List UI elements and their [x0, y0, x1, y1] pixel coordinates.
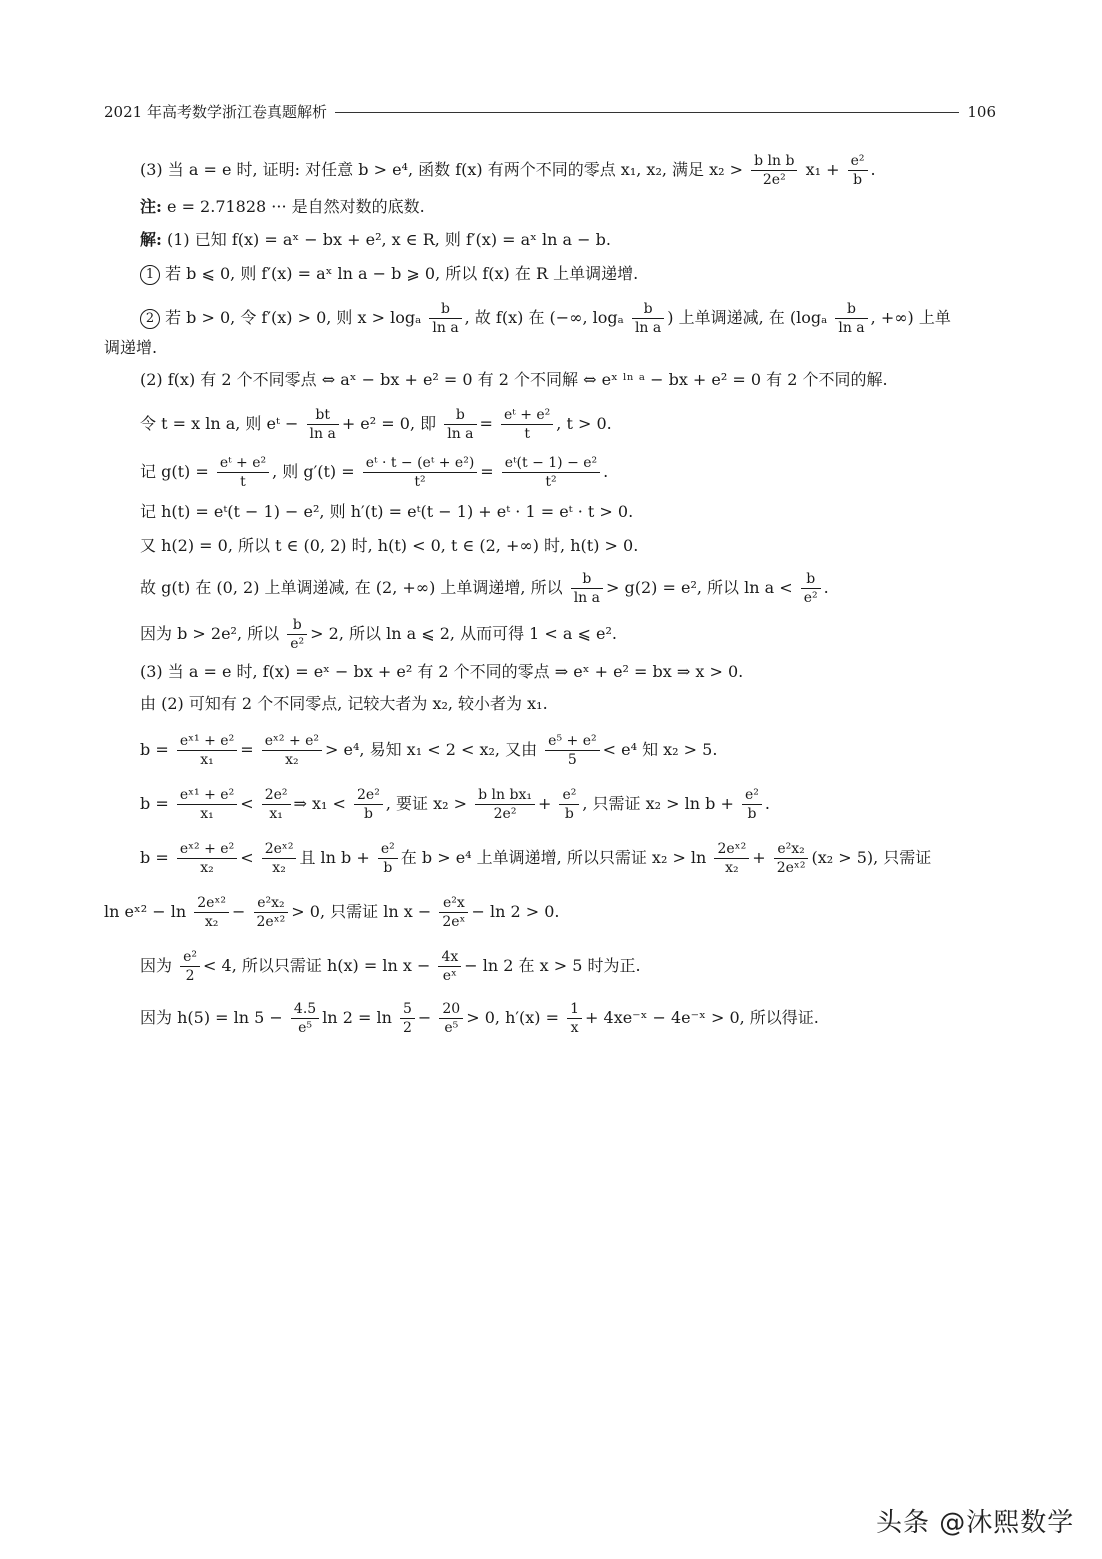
a-range-line: 因为 b > 2e², 所以 $\frac{b}{\text{e²}}$ > 2, 所以 ln a ⩽ 2, 从而可得 1 < a ⩽ e².: [140, 617, 617, 652]
h-positive-line: 因为 $\frac{\text{e²}}{2}$ < 4, 所以只需证 h(x) = ln x − $\frac{4x}{\text{eˣ}}$ − ln 2 在 x > 5 时为正.: [140, 949, 641, 984]
fraction: $\frac{b}{\text{e²}}$: [287, 616, 307, 653]
fraction: $\frac{\text{eˣ² + e²}}{\text{x₂}}$: [177, 840, 237, 877]
fraction: $\frac{\text{e²}}{b}$: [848, 152, 868, 189]
fraction: $\frac{\text{eˣ¹ + e²}}{\text{x₁}}$: [177, 786, 237, 823]
fraction: $\frac{\text{e²}}{b}$: [742, 786, 762, 823]
problem-part3-statement: (3) 当 a = e 时, 证明: 对任意 b > e⁴, 函数 f(x) 有两个不同的零点 x₁, x₂, 满足 x₂ > $\frac{\text{b ln b}}{\text{2e²}}$ x₁ + $\frac{\text{e²}}{b}$ .: [140, 153, 876, 188]
case1-line: 1 若 b ⩽ 0, 则 f′(x) = aˣ ln a − b ⩾ 0, 所以 f(x) 在 R 上单调递增.: [140, 262, 638, 286]
zeros-definition-line: 由 (2) 可知有 2 个不同零点, 记较大者为 x₂, 较小者为 x₁.: [140, 694, 548, 713]
fraction: $\frac{\text{2eˣ²}}{\text{x₂}}$: [714, 840, 749, 877]
substitution-line: 令 t = x ln a, 则 eᵗ − $\frac{bt}{\text{ln a}}$ + e² = 0, 即 $\frac{b}{\text{ln a}}$ = $\frac{\text{eᵗ + e²}}{t}$ , t > 0.: [140, 407, 612, 442]
fraction: $\frac{5}{2}$: [400, 1000, 415, 1037]
fraction: $\frac{\text{e²x₂}}{\text{2eˣ²}}$: [254, 894, 289, 931]
fraction: $\frac{\text{b ln bx₁}}{\text{2e²}}$: [475, 786, 535, 823]
reduction-line: ln eˣ² − ln $\frac{\text{2eˣ²}}{\text{x₂}}$ − $\frac{\text{e²x₂}}{\text{2eˣ²}}$ > 0, 只需证 ln x − $\frac{\text{e²x}}{\text{2eˣ}}$ − ln 2 > 0.: [104, 895, 560, 930]
part2-line: (2) f(x) 有 2 个不同零点 ⇔ aˣ − bx + e² = 0 有 2 个不同解 ⇔ eˣ ˡⁿ ᵃ − bx + e² = 0 有 2 个不同的解.: [140, 370, 888, 389]
fraction: $\frac{\text{e²}}{b}$: [559, 786, 579, 823]
watermark: 头条 @沐熙数学: [876, 1508, 1075, 1538]
circled-number-2: 2: [140, 309, 160, 329]
fraction: $\frac{\text{e²}}{b}$: [378, 840, 398, 877]
fraction: $\frac{\text{e²x}}{\text{2eˣ}}$: [439, 894, 468, 931]
h-sign-line: 又 h(2) = 0, 所以 t ∈ (0, 2) 时, h(t) < 0, t ∈ (2, +∞) 时, h(t) > 0.: [140, 536, 639, 555]
g-derivative-line: 记 g(t) = $\frac{\text{eᵗ + e²}}{t}$ , 则 g′(t) = $\frac{\text{eᵗ · t − (eᵗ + e²)}}{\text{t²}}$ = $\frac{\text{eᵗ(t − 1) − e²}}{\text{t²}}$ .: [140, 455, 609, 490]
part3-solution-line: (3) 当 a = e 时, f(x) = eˣ − bx + e² 有 2 个不同的零点 ⇒ eˣ + e² = bx ⇒ x > 0.: [140, 662, 744, 681]
fraction: $\frac{b}{\text{ln a}}$: [571, 570, 603, 607]
fraction: $\frac{4x}{\text{eˣ}}$: [438, 948, 461, 985]
fraction: $\frac{1}{x}$: [567, 1000, 582, 1037]
fraction: $\frac{4.5}{\text{e⁵}}$: [291, 1000, 319, 1037]
fraction: $\frac{\text{eᵗ(t − 1) − e²}}{\text{t²}}$: [502, 454, 600, 491]
fraction: $\frac{b}{\text{ln a}}$: [444, 406, 476, 443]
fraction: $\frac{\text{b ln b}}{\text{2e²}}$: [751, 152, 797, 189]
fraction: $\frac{b}{\text{e²}}$: [801, 570, 821, 607]
g-monotonic-line: 故 g(t) 在 (0, 2) 上单调递减, 在 (2, +∞) 上单调递增, 所以 $\frac{b}{\text{ln a}}$ > g(2) = e², 所以 ln a < $\frac{b}{\text{e²}}$ .: [140, 571, 829, 606]
b-equation-line-2: b = $\frac{\text{eˣ¹ + e²}}{\text{x₁}}$ < $\frac{\text{2e²}}{\text{x₁}}$ ⇒ x₁ < $\frac{\text{2e²}}{b}$ , 要证 x₂ > $\frac{\text{b ln bx₁}}{\text{2e²}}$ + $\frac{\text{e²}}{b}$ , 只需证 x₂ > ln b + $\frac{\text{e²}}{b}$ .: [140, 787, 770, 822]
h-definition-line: 记 h(t) = eᵗ(t − 1) − e², 则 h′(t) = eᵗ(t − 1) + eᵗ · 1 = eᵗ · t > 0.: [140, 502, 634, 521]
fraction: $\frac{b}{\text{ln a}}$: [429, 300, 461, 337]
fraction: $\frac{\text{eˣ¹ + e²}}{\text{x₁}}$: [177, 732, 237, 769]
fraction: $\frac{20}{\text{e⁵}}$: [439, 1000, 463, 1037]
case2-line: 2 若 b > 0, 令 f′(x) > 0, 则 x > logₐ $\frac{b}{\text{ln a}}$ , 故 f(x) 在 (−∞, logₐ $\frac{b}{\text{ln a}}$ ) 上单调递减, 在 (logₐ $\frac{b}{\text{ln a}}$ , +∞) 上单: [140, 300, 951, 337]
solution-part1-line: 解: (1) 已知 f(x) = aˣ − bx + e², x ∈ R, 则 f′(x) = aˣ ln a − b.: [140, 230, 611, 249]
fraction: $\frac{b}{\text{ln a}}$: [632, 300, 664, 337]
b-equation-line-1: b = $\frac{\text{eˣ¹ + e²}}{\text{x₁}}$ = $\frac{\text{eˣ² + e²}}{\text{x₂}}$ > e⁴, 易知 x₁ < 2 < x₂, 又由 $\frac{\text{e⁵ + e²}}{5}$ < e⁴ 知 x₂ > 5.: [140, 733, 718, 768]
fraction: $\frac{b}{\text{ln a}}$: [835, 300, 867, 337]
page-header: [104, 100, 996, 124]
page-number: 106: [959, 100, 996, 124]
fraction: $\frac{\text{eˣ² + e²}}{\text{x₂}}$: [262, 732, 322, 769]
conclusion-line: 因为 h(5) = ln 5 − $\frac{4.5}{\text{e⁵}}$ ln 2 = ln $\frac{5}{2}$ − $\frac{20}{\text{e⁵}}$ > 0, h′(x) = $\frac{1}{x}$ + 4xe⁻ˣ − 4e⁻ˣ > 0, 所以得证.: [140, 1001, 819, 1036]
fraction: $\frac{\text{2eˣ²}}{\text{x₂}}$: [194, 894, 229, 931]
fraction: $\frac{\text{e²}}{2}$: [180, 948, 200, 985]
note-line: 注: e = 2.71828 ··· 是自然对数的底数.: [140, 197, 425, 216]
case2-continuation: 调递增.: [104, 338, 158, 357]
header-title: 2021 年高考数学浙江卷真题解析: [104, 100, 335, 124]
fraction: $\frac{\text{2e²}}{\text{x₁}}$: [262, 786, 291, 823]
fraction: $\frac{\text{e⁵ + e²}}{5}$: [545, 732, 599, 769]
fraction: $\frac{bt}{\text{ln a}}$: [307, 406, 339, 443]
fraction: $\frac{\text{eᵗ + e²}}{t}$: [501, 406, 553, 443]
circled-number-1: 1: [140, 265, 160, 285]
b-equation-line-3: b = $\frac{\text{eˣ² + e²}}{\text{x₂}}$ < $\frac{\text{2eˣ²}}{\text{x₂}}$ 且 ln b + $\frac{\text{e²}}{b}$ 在 b > e⁴ 上单调递增, 所以只需证 x₂ > ln $\frac{\text{2eˣ²}}{\text{x₂}}$ + $\frac{\text{e²x₂}}{\text{2eˣ²}}$ (x₂ > 5), 只需证: [140, 841, 932, 876]
fraction: $\frac{\text{2eˣ²}}{\text{x₂}}$: [262, 840, 297, 877]
fraction: $\frac{\text{e²x₂}}{\text{2eˣ²}}$: [774, 840, 809, 877]
fraction: $\frac{\text{eᵗ + e²}}{t}$: [217, 454, 269, 491]
fraction: $\frac{\text{eᵗ · t − (eᵗ + e²)}}{\text{t²}}$: [363, 454, 478, 491]
fraction: $\frac{\text{2e²}}{b}$: [354, 786, 383, 823]
